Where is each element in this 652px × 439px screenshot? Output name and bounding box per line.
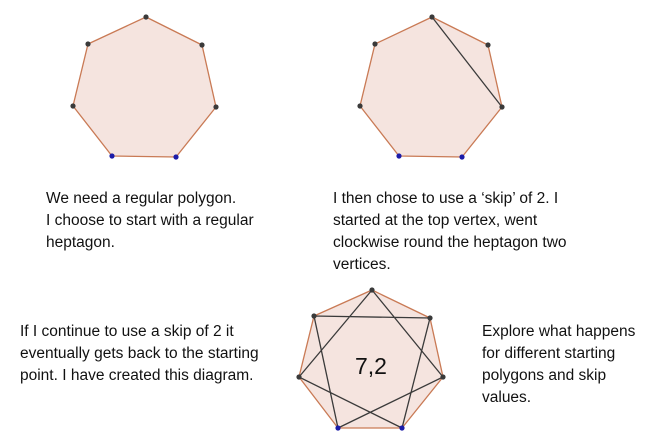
intro-text [46, 188, 254, 254]
skip-line: I then chose to use a ‘skip’ of 2. I [333, 190, 559, 207]
vertex [357, 103, 362, 108]
heptagon-plain-shape [73, 17, 216, 157]
continue-text [20, 321, 259, 387]
vertex [369, 287, 374, 292]
explore-line: for different starting [482, 345, 616, 362]
intro-line: I choose to start with a regular [46, 212, 254, 229]
heptagon-skip-shape [360, 17, 502, 157]
continue-line: eventually gets back to the starting [20, 345, 259, 362]
star-label: 7,2 [355, 353, 387, 379]
explore-line: Explore what happens [482, 323, 636, 340]
explore-line: values. [482, 389, 532, 406]
vertex [311, 313, 316, 318]
heptagon-plain [70, 14, 218, 159]
vertex [70, 103, 75, 108]
vertex [109, 153, 114, 158]
skip-line: started at the top vertex, went [333, 212, 538, 229]
intro-line: heptagon. [46, 234, 115, 251]
vertex [199, 42, 204, 47]
continue-line: point. I have created this diagram. [20, 367, 254, 384]
vertex [427, 315, 432, 320]
vertex [459, 154, 464, 159]
explore-line: polygons and skip [482, 367, 607, 384]
vertex [485, 42, 490, 47]
vertex [213, 104, 218, 109]
vertex [372, 41, 377, 46]
vertex [335, 425, 340, 430]
skip-text [333, 188, 567, 276]
intro-line: We need a regular polygon. [46, 190, 237, 207]
vertex [296, 374, 301, 379]
vertex [85, 41, 90, 46]
vertex [499, 104, 504, 109]
skip-line: clockwise round the heptagon two [333, 234, 567, 251]
vertex [399, 425, 404, 430]
vertex [440, 374, 445, 379]
heptagon-star [296, 287, 445, 430]
vertex [173, 154, 178, 159]
continue-line: If I continue to use a skip of 2 it [20, 323, 234, 340]
vertex [143, 14, 148, 19]
vertex [396, 153, 401, 158]
vertex [429, 14, 434, 19]
heptagon-skip-one [357, 14, 504, 159]
skip-line: vertices. [333, 256, 391, 273]
explore-text [482, 321, 635, 409]
